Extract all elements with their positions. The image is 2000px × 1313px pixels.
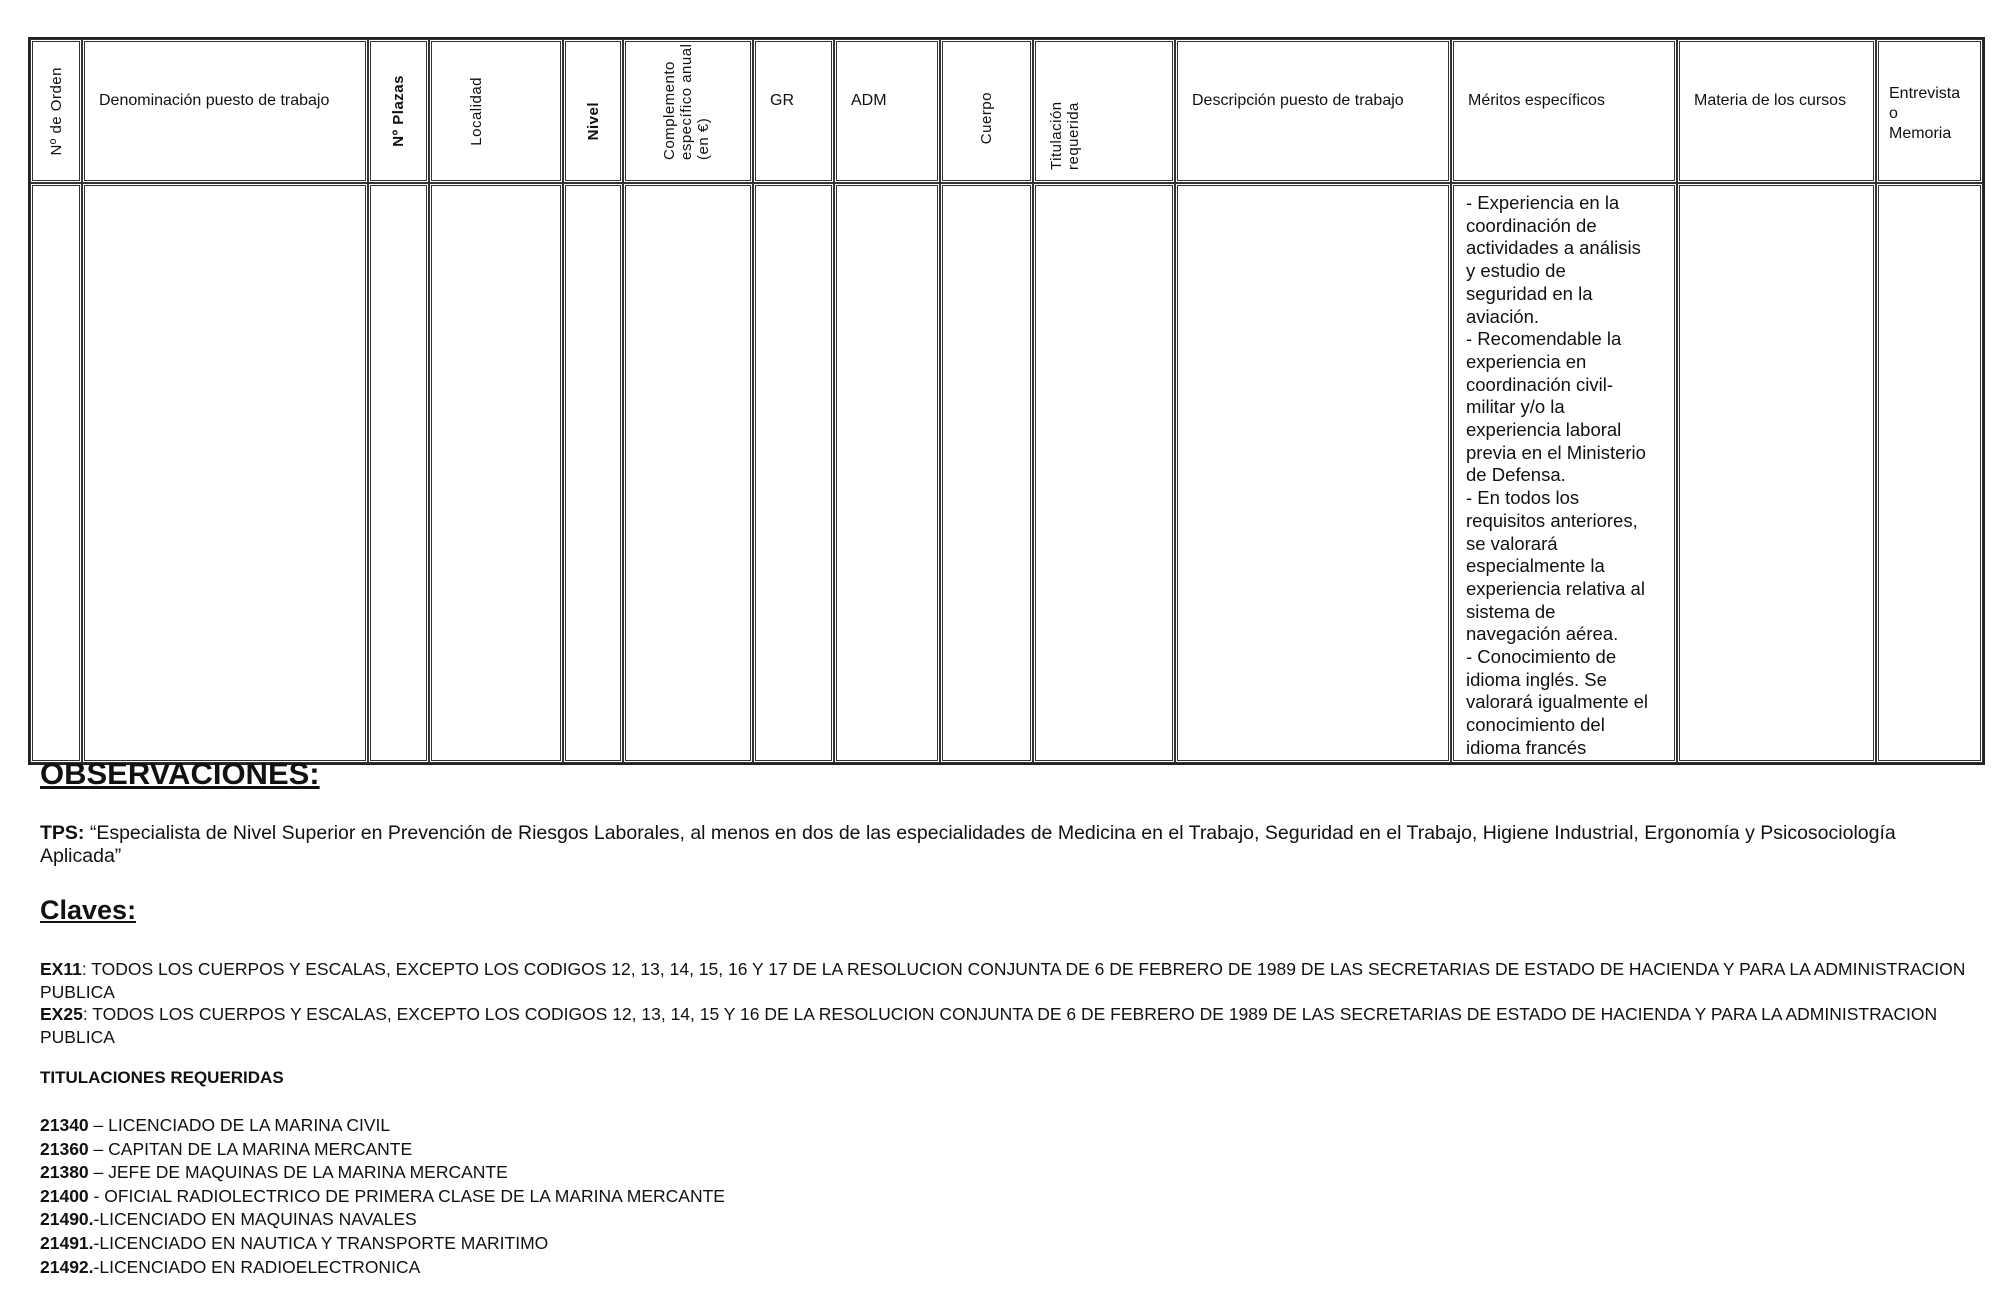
positions-table — [28, 37, 1985, 765]
titulacion-item — [40, 1161, 725, 1185]
header-gr — [753, 39, 834, 183]
titulacion-code: 21360 — [40, 1138, 89, 1159]
cell-plazas — [368, 183, 429, 763]
meritos-line: sistema de — [1466, 600, 1556, 622]
meritos-line: experiencia en — [1466, 350, 1587, 372]
meritos-line: previa en el Ministerio — [1466, 441, 1646, 463]
meritos-line: de Defensa. — [1466, 464, 1566, 486]
meritos-line: actividades a análisis — [1466, 237, 1641, 259]
header-complemento — [623, 39, 753, 183]
titulaciones-heading: TITULACIONES REQUERIDAS — [40, 1068, 284, 1087]
titulacion-code: 21340 — [40, 1115, 89, 1135]
header-titulacion — [1033, 39, 1175, 183]
meritos-line: militar y/o la — [1466, 396, 1565, 418]
header-descripcion — [1175, 39, 1451, 183]
header-cuerpo-label: Cuerpo — [978, 92, 995, 145]
titulacion-item — [40, 1114, 725, 1138]
meritos-line: conocimiento del — [1466, 714, 1605, 736]
titulacion-code: 21492. — [40, 1256, 94, 1277]
titulacion-item — [40, 1185, 725, 1209]
cell-titulacion — [1033, 183, 1175, 763]
titulacion-text: – LICENCIADO DE LA MARINA CIVIL — [88, 1115, 391, 1135]
tps-code: TPS: — [40, 822, 85, 844]
header-localidad-label: Localidad — [468, 76, 485, 146]
meritos-line: se valorará — [1466, 532, 1558, 554]
meritos-text — [1454, 186, 1674, 760]
header-meritos — [1451, 39, 1677, 183]
header-entrevista — [1876, 39, 1983, 183]
header-materia — [1677, 39, 1876, 183]
tps-text: “Especialista de Nivel Superior en Prevención de Riesgos Laborales, al menos en dos de las especialidades de Medicina en el Trabajo, Seguridad en el Trabajo, Higiene Industrial, Ergonomía y Psicosociología Aplicada” — [40, 822, 1896, 867]
table-header-row — [30, 39, 1983, 183]
titulacion-item — [40, 1138, 725, 1162]
header-titulacion-label: Titulación requerida — [1048, 101, 1082, 170]
meritos-line: - Recomendable la — [1466, 328, 1622, 350]
titulacion-text: - OFICIAL RADIOLECTRICO DE PRIMERA CLASE DE LA MARINA MERCANTE — [88, 1185, 725, 1206]
meritos-line: requisitos anteriores, — [1466, 509, 1638, 531]
cell-materia — [1677, 183, 1876, 763]
titulacion-item — [40, 1208, 725, 1232]
clave-text: : TODOS LOS CUERPOS Y ESCALAS, EXCEPTO LOS CODIGOS 12, 13, 14, 15, 16 Y 17 DE LA RESOLUCION CONJUNTA DE 6 DE FEBRERO DE 1989 DE LAS SECRETARIAS DE ESTADO DE HACIENDA Y PARA LA ADMINISTRACION PUBLICA — [40, 959, 1966, 1002]
cell-entrevista — [1876, 183, 1983, 763]
header-adm — [834, 39, 940, 183]
meritos-line: y estudio de — [1466, 260, 1566, 282]
meritos-line: idioma francés — [1466, 736, 1587, 758]
header-nivel — [563, 39, 623, 183]
meritos-line: navegación aérea. — [1466, 623, 1619, 645]
cell-meritos — [1451, 183, 1677, 763]
clave-text: : TODOS LOS CUERPOS Y ESCALAS, EXCEPTO LOS CODIGOS 12, 13, 14, 15 Y 16 DE LA RESOLUCION CONJUNTA DE 6 DE FEBRERO DE 1989 DE LAS SECRETARIAS DE ESTADO DE HACIENDA Y PARA LA ADMINISTRACION PUBLICA — [40, 1004, 1938, 1047]
tps-note — [40, 822, 1970, 868]
header-plazas — [368, 39, 429, 183]
header-entrevista-label: Entrevista o Memoria — [1889, 85, 1961, 142]
table-row — [30, 183, 1983, 763]
cell-descripcion — [1175, 183, 1451, 763]
clave-code: EX11 — [40, 959, 82, 979]
meritos-line: - En todos los — [1466, 487, 1580, 509]
header-denominacion-label: Denominación puesto de trabajo — [99, 92, 330, 109]
cell-gr — [753, 183, 834, 763]
titulacion-code: 21491. — [40, 1232, 94, 1253]
titulacion-text: -LICENCIADO EN RADIOELECTRONICA — [93, 1256, 421, 1277]
header-plazas-label: Nº Plazas — [390, 75, 407, 147]
cell-orden — [30, 183, 82, 763]
meritos-line: especialmente la — [1466, 555, 1605, 577]
titulacion-text: -LICENCIADO EN MAQUINAS NAVALES — [93, 1209, 417, 1230]
cell-nivel — [563, 183, 623, 763]
titulacion-item — [40, 1256, 725, 1280]
titulaciones-list — [40, 1114, 725, 1279]
meritos-line: idioma inglés. Se — [1466, 668, 1607, 690]
meritos-line: valorará igualmente el — [1466, 691, 1649, 713]
header-localidad — [429, 39, 563, 183]
header-cuerpo — [940, 39, 1033, 183]
clave-code: EX25 — [40, 1004, 83, 1024]
meritos-line: - Conocimiento de — [1466, 646, 1617, 668]
cell-cuerpo — [940, 183, 1033, 763]
meritos-line: coordinación de — [1466, 214, 1597, 236]
header-denominacion — [82, 39, 368, 183]
titulacion-code: 21490. — [40, 1209, 94, 1230]
titulacion-text: – JEFE DE MAQUINAS DE LA MARINA MERCANTE — [88, 1162, 508, 1183]
claves-list — [40, 958, 1970, 1048]
meritos-line: - Experiencia en la — [1466, 192, 1620, 213]
meritos-line: seguridad en la — [1466, 282, 1593, 304]
meritos-line: experiencia laboral — [1466, 419, 1622, 441]
header-orden-label: Nº de Orden — [47, 66, 65, 156]
cell-complemento — [623, 183, 753, 763]
claves-heading: Claves: — [40, 895, 137, 925]
header-nivel-label: Nivel — [584, 102, 602, 141]
observaciones-heading: OBSERVACIONES: — [40, 756, 320, 791]
meritos-line: coordinación civil- — [1466, 373, 1614, 395]
clave-item — [40, 1003, 1970, 1048]
titulacion-code: 21400 — [40, 1185, 89, 1206]
clave-item — [40, 958, 1970, 1003]
header-descripcion-label: Descripción puesto de trabajo — [1192, 92, 1404, 109]
cell-adm — [834, 183, 940, 763]
meritos-line: experiencia relativa al — [1466, 577, 1645, 599]
header-meritos-label: Méritos específicos — [1468, 92, 1605, 109]
cell-localidad — [429, 183, 563, 763]
cell-denominacion — [82, 183, 368, 763]
header-adm-label: ADM — [851, 92, 887, 109]
header-orden — [30, 39, 82, 183]
header-materia-label: Materia de los cursos — [1694, 92, 1847, 109]
header-gr-label: GR — [770, 92, 794, 109]
titulacion-text: – CAPITAN DE LA MARINA MERCANTE — [88, 1138, 413, 1159]
titulacion-code: 21380 — [40, 1162, 89, 1183]
meritos-line: aviación. — [1466, 305, 1540, 327]
titulacion-item — [40, 1232, 725, 1256]
titulacion-text: -LICENCIADO EN NAUTICA Y TRANSPORTE MARITIMO — [93, 1232, 549, 1253]
header-complemento-label: Complemento específico anual (en €) — [661, 43, 712, 160]
